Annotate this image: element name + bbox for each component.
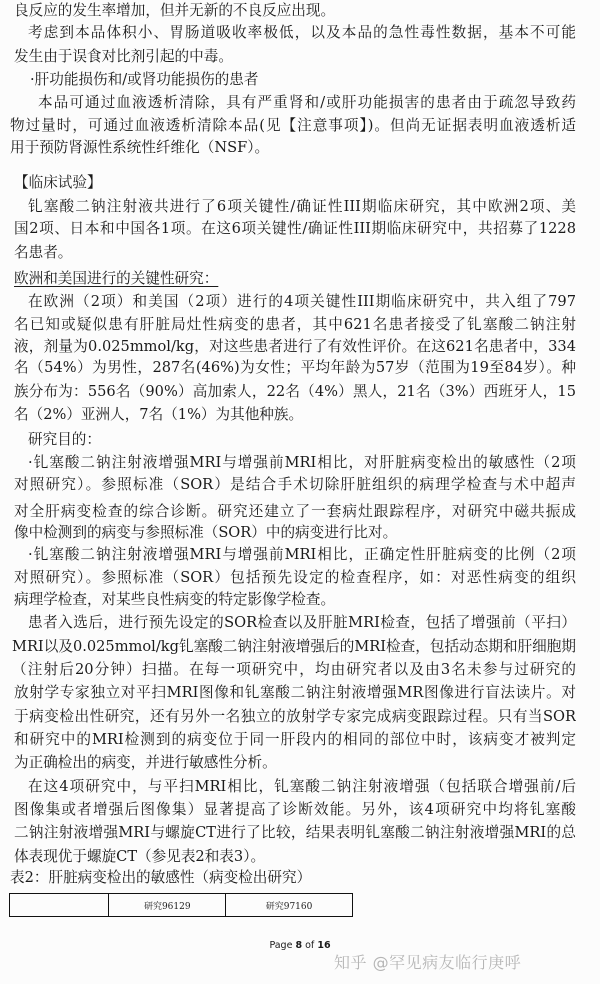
text-line: 名患者。	[14, 244, 73, 261]
text-line: 钆塞酸二钠注射液共进行了6项关键性/确证性III期临床研究，其中欧洲2项、美	[28, 198, 576, 215]
text-line: 国2项、日本和中国各1项。在这6项关键性/确证性III期临床研究中，共招募了1228	[14, 220, 576, 237]
table-header-row	[10, 894, 353, 917]
text-line: 用于预防肾源性系统性纤维化（NSF）。	[10, 139, 270, 156]
text-line: 本品可通过血液透析清除，具有严重肾和/或肝功能损害的患者由于疏忽导致药	[38, 94, 576, 111]
table-header-cell: 研究96129	[109, 894, 226, 917]
table-header-cell: 研究97160	[226, 894, 353, 917]
of-word: of	[305, 940, 315, 951]
text-line: 二钠注射液增强MRI与螺旋CT进行了比较，结果表明钆塞酸二钠注射液增强MRI的总	[14, 824, 576, 841]
subsection-heading: 欧洲和美国进行的关键性研究：	[14, 270, 219, 287]
text-line: 名（54%）为男性，287名(46%)为女性；平均年龄为57岁（范围为19至84岁）。种	[14, 359, 576, 376]
text-line: 液，剂量为0.025mmol/kg，对这些患者进行了有效性评价。在这621名患者中，334	[14, 338, 576, 355]
page-word: Page	[269, 940, 293, 951]
text-line: 对照研究）。参照标准（SOR）包括预先设定的检查程序，如：对恶性病变的组织	[14, 569, 576, 586]
text-line: 对全肝病变检查的综合诊断。研究还建立了一套病灶跟踪程序，对研究中磁共振成	[14, 503, 576, 520]
text-line: 于病变检出性研究，还有另外一名独立的放射学专家完成病变跟踪过程。只有当SOR	[14, 708, 576, 725]
text-line: 在这4项研究中，与平扫MRI相比，钆塞酸二钠注射液增强（包括联合增强前/后	[28, 778, 576, 795]
page-total: 16	[317, 940, 331, 951]
text-line: 发生由于误食对比剂引起的中毒。	[14, 48, 233, 65]
text-line: 为正确检出的病变，并进行敏感性分析。	[14, 754, 277, 771]
sensitivity-table	[9, 893, 353, 917]
text-line: 体表现优于螺旋CT（参见表2和表3）。	[14, 848, 266, 865]
watermark: 知乎 @罕见病友临行庚呼	[334, 953, 522, 972]
table-caption: 表2：肝脏病变检出的敏感性（病变检出研究）	[10, 869, 312, 886]
text-line: 考虑到本品体积小、胃肠道吸收率极低，以及本品的急性毒性数据，基本不可能	[28, 24, 576, 41]
text-line: 名（2%）亚洲人，7名（1%）为其他种族。	[14, 406, 304, 423]
text-line: 对照研究）。参照标准（SOR）是结合手术切除肝脏组织的病理学检查与术中超声	[14, 476, 576, 493]
text-line: 和研究中的MRI检测到的病变位于同一肝段内的相同的部位中时，该病变才被判定	[14, 731, 576, 748]
section-heading: 【临床试验】	[14, 174, 102, 191]
text-line: MRI以及0.025mmol/kg钆塞酸二钠注射液增强后的MRI检查，包括动态期和肝细胞期	[12, 638, 576, 655]
text-line: 研究目的：	[28, 431, 101, 448]
text-line: 图像集或者增强后图像集）显著提高了诊断效能。另外，该4项研究中均将钆塞酸	[14, 801, 576, 818]
text-line: 放射学专家独立对平扫MRI图像和钆塞酸二钠注射液增强MR图像进行盲法读片。对	[14, 684, 576, 701]
text-line: 良反应的发生率增加，但并无新的不良反应出现。	[14, 2, 336, 19]
bullet-text: ·钆塞酸二钠注射液增强MRI与增强前MRI相比，正确定性肝脏病变的比例（2项	[28, 546, 576, 563]
text-line: 族分布为：556名（90%）高加索人，22名（4%）黑人，21名（3%）西班牙人，15	[14, 383, 576, 400]
text-line: 病理学检查，对某些良性病变的特定影像学检查。	[14, 591, 336, 608]
table-header-cell	[10, 894, 109, 917]
text-line: （注射后20分钟）扫描。在每一项研究中，均由研究者以及由3名未参与过研究的	[12, 661, 576, 678]
bullet-text: ·钆塞酸二钠注射液增强MRI与增强前MRI相比，对肝脏病变检出的敏感性（2项	[28, 454, 576, 471]
text-line: 像中检测到的病变与参照标准（SOR）中的病变进行比对。	[14, 524, 398, 541]
page-number: 8	[295, 940, 303, 951]
text-line: 物过量时，可通过血液透析清除本品(见【注意事项】)。但尚无证据表明血液透析适	[10, 117, 576, 134]
text-line: 患者入选后，进行预先设定的SOR检查以及肝脏MRI检查，包括了增强前（平扫）	[28, 614, 576, 631]
text-line: 名已知或疑似患有肝脏局灶性病变的患者，其中621名患者接受了钆塞酸二钠注射	[14, 316, 576, 333]
bullet-heading: ·肝功能损伤和/或肾功能损伤的患者	[30, 71, 259, 88]
text-line: 在欧洲（2项）和美国（2项）进行的4项关键性III期临床研究中，共入组了797	[28, 293, 576, 310]
